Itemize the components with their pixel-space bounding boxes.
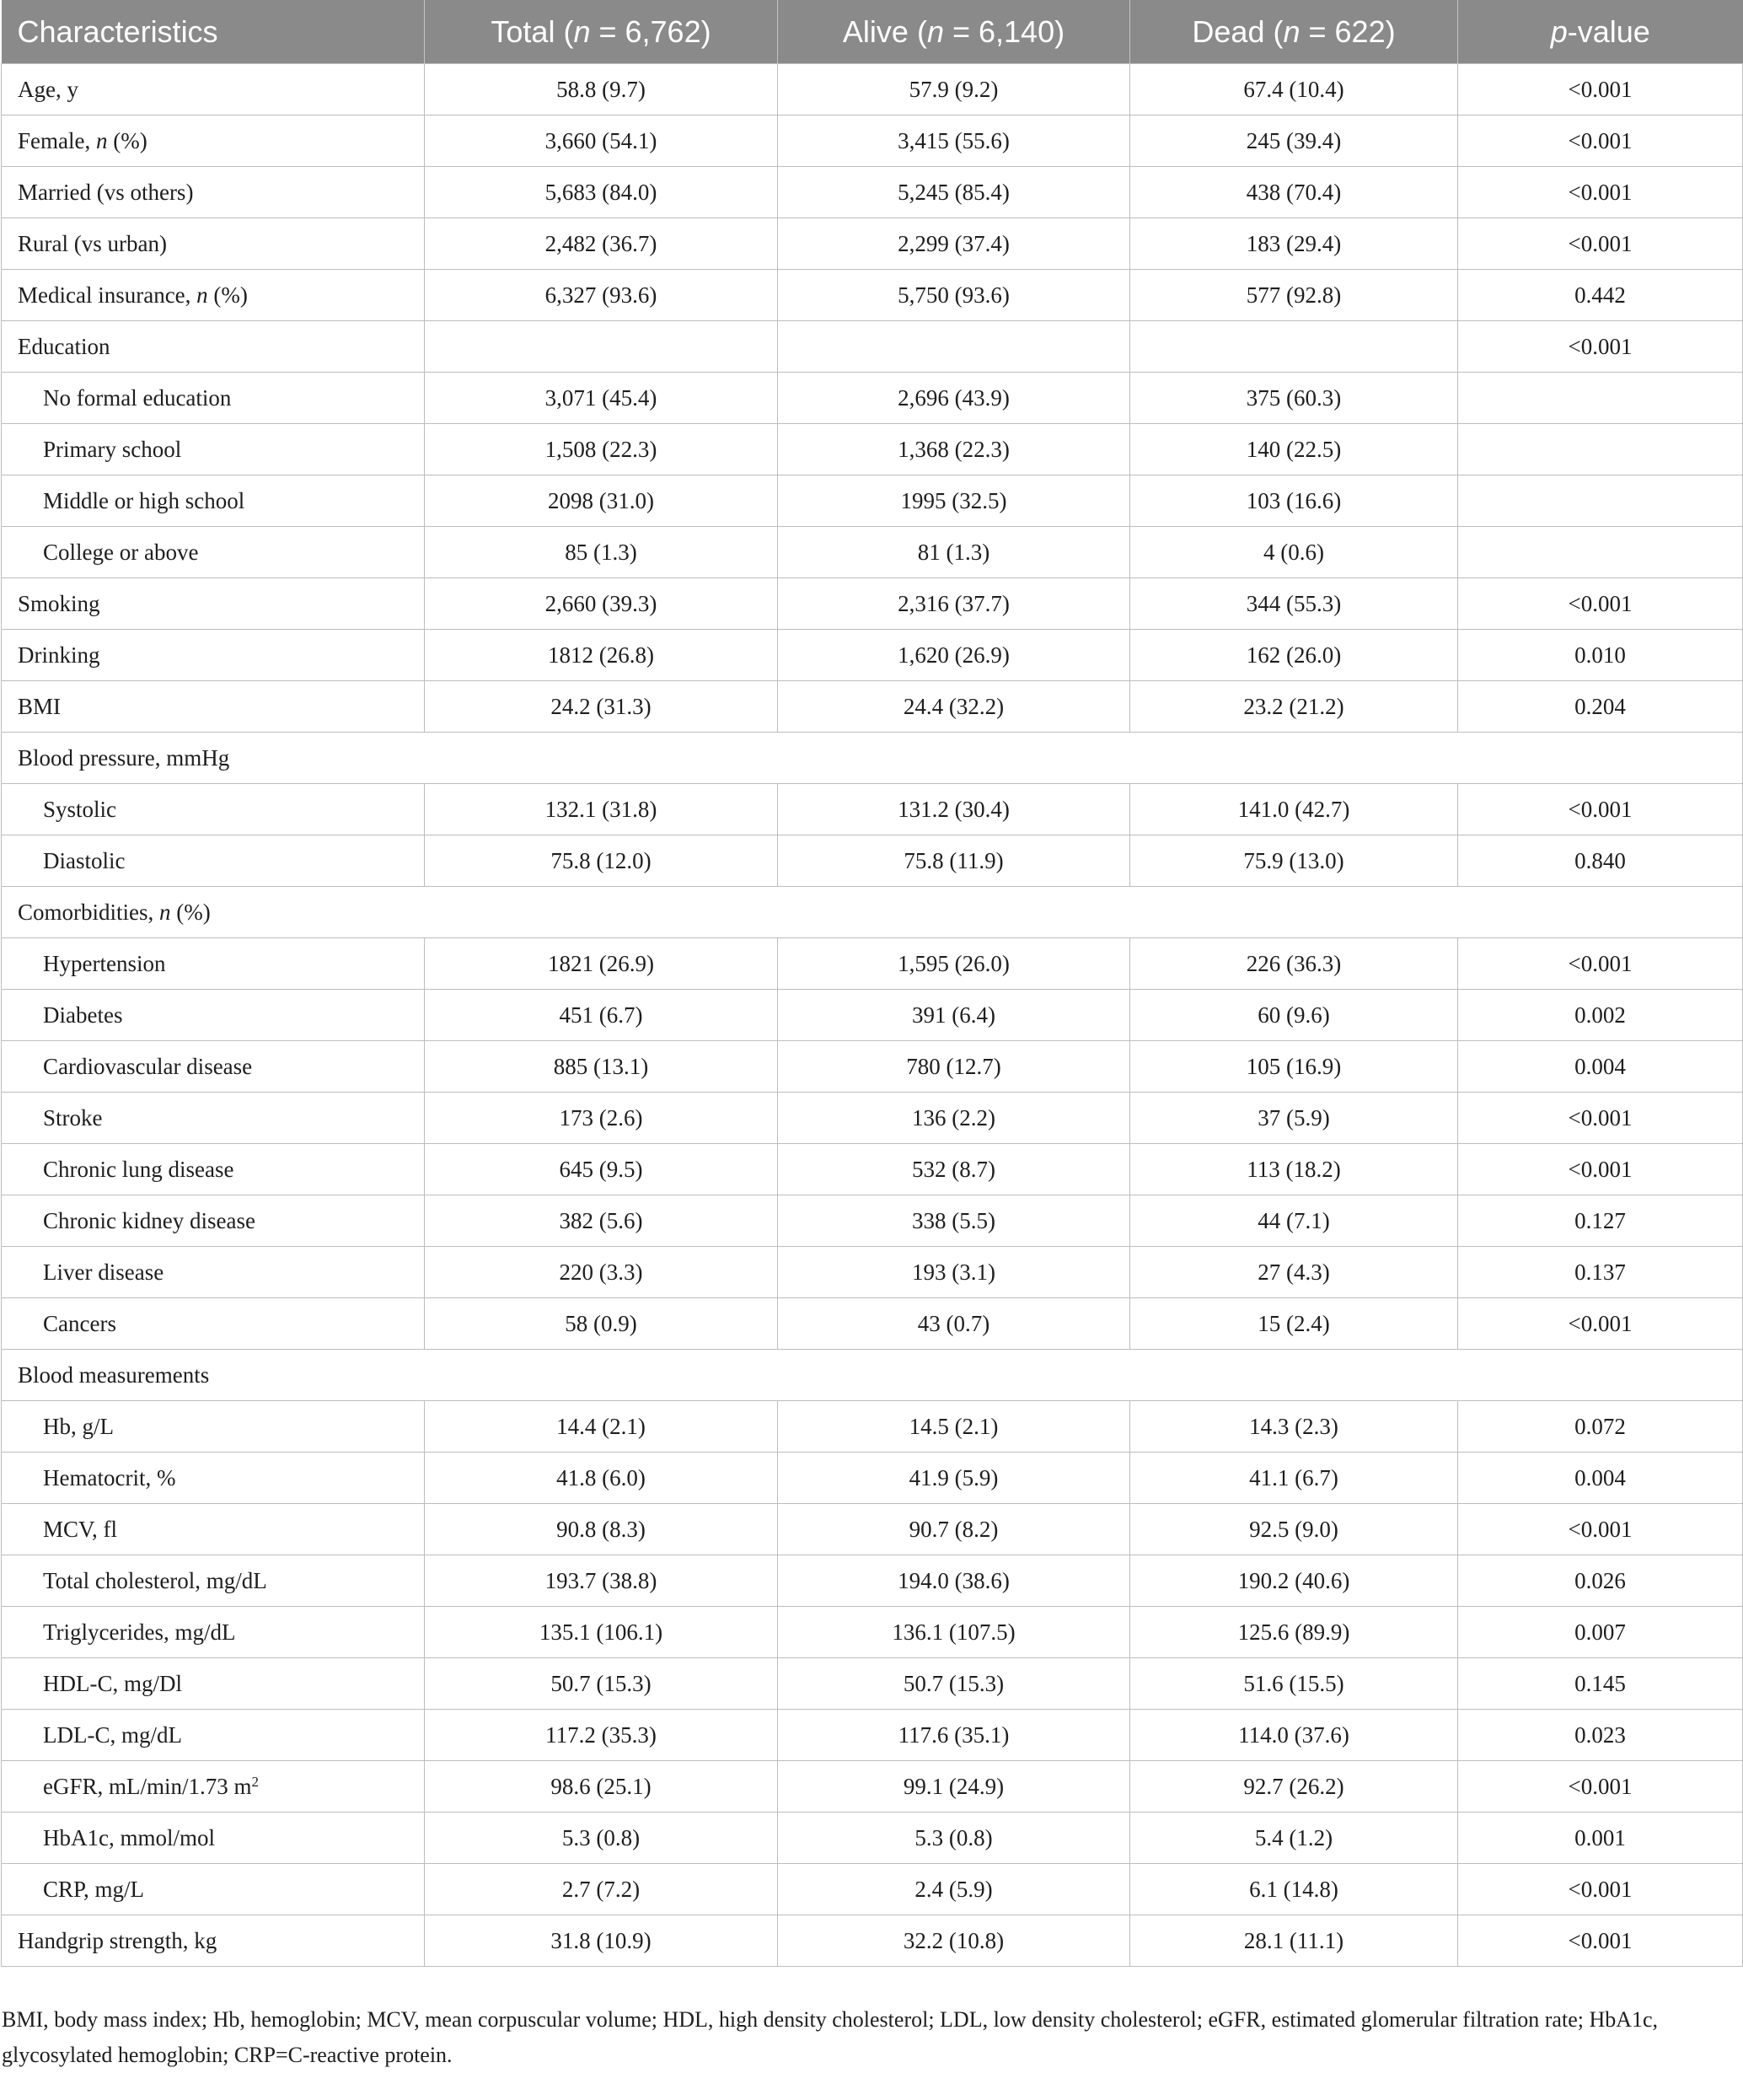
- cell-alive: 5.3 (0.8): [778, 1813, 1130, 1864]
- cell-dead: 23.2 (21.2): [1130, 681, 1458, 733]
- cell-total: 132.1 (31.8): [425, 784, 778, 835]
- row-label: BMI: [2, 681, 425, 733]
- table-row: [2, 321, 1743, 373]
- cell-dead: 190.2 (40.6): [1130, 1555, 1458, 1607]
- row-label: Rural (vs urban): [2, 218, 425, 270]
- cell-alive: 75.8 (11.9): [778, 835, 1130, 887]
- row-label: eGFR, mL/min/1.73 $m^2$: [2, 1761, 425, 1813]
- cell-alive: 1995 (32.5): [778, 475, 1130, 527]
- cell-dead: 60 (9.6): [1130, 990, 1458, 1041]
- row-label: Female, n (%): [2, 115, 425, 167]
- cell-p-value: <0.001: [1458, 1504, 1743, 1555]
- header-total: Total (n = 6,762): [425, 0, 778, 64]
- cell-p-value: 0.204: [1458, 681, 1743, 733]
- cell-dead: 28.1 (11.1): [1130, 1915, 1458, 1967]
- cell-total: 173 (2.6): [425, 1093, 778, 1144]
- cell-dead: 4 (0.6): [1130, 527, 1458, 578]
- cell-alive: 43 (0.7): [778, 1298, 1130, 1350]
- table-header: [2, 0, 1743, 64]
- row-label: LDL-C, mg/dL: [2, 1710, 425, 1761]
- cell-p-value: [1458, 475, 1743, 527]
- header-alive: Alive (n = 6,140): [778, 0, 1130, 64]
- row-label: Cancers: [2, 1298, 425, 1350]
- cell-p-value: 0.145: [1458, 1658, 1743, 1710]
- cell-alive: 24.4 (32.2): [778, 681, 1130, 733]
- cell-p-value: 0.840: [1458, 835, 1743, 887]
- row-label: Systolic: [2, 784, 425, 835]
- cell-p-value: 0.442: [1458, 270, 1743, 321]
- row-label: Blood measurements: [2, 1350, 1743, 1401]
- row-label: Chronic lung disease: [2, 1144, 425, 1195]
- table-row: [2, 1093, 1743, 1144]
- cell-p-value: <0.001: [1458, 1864, 1743, 1915]
- cell-total: 117.2 (35.3): [425, 1710, 778, 1761]
- cell-dead: 577 (92.8): [1130, 270, 1458, 321]
- cell-p-value: <0.001: [1458, 938, 1743, 990]
- cell-alive: 193 (3.1): [778, 1247, 1130, 1298]
- cell-p-value: 0.072: [1458, 1401, 1743, 1453]
- cell-p-value: 0.004: [1458, 1041, 1743, 1093]
- cell-dead: 344 (55.3): [1130, 578, 1458, 630]
- cell-dead: 44 (7.1): [1130, 1195, 1458, 1247]
- cell-p-value: <0.001: [1458, 1093, 1743, 1144]
- cell-p-value: 0.002: [1458, 990, 1743, 1041]
- cell-dead: 14.3 (2.3): [1130, 1401, 1458, 1453]
- cell-alive: 1,620 (26.9): [778, 630, 1130, 681]
- cell-alive: 136.1 (107.5): [778, 1607, 1130, 1658]
- table-row: [2, 1864, 1743, 1915]
- cell-dead: 15 (2.4): [1130, 1298, 1458, 1350]
- table-row: [2, 1813, 1743, 1864]
- row-label: MCV, fl: [2, 1504, 425, 1555]
- table-row: [2, 1915, 1743, 1967]
- cell-total: 1821 (26.9): [425, 938, 778, 990]
- table-row: [2, 1504, 1743, 1555]
- characteristics-table: [1, 0, 1743, 1967]
- cell-dead: 140 (22.5): [1130, 424, 1458, 475]
- cell-dead: 27 (4.3): [1130, 1247, 1458, 1298]
- cell-dead: 162 (26.0): [1130, 630, 1458, 681]
- row-label: Diabetes: [2, 990, 425, 1041]
- cell-total: [425, 321, 778, 373]
- cell-p-value: <0.001: [1458, 578, 1743, 630]
- cell-alive: 2,696 (43.9): [778, 373, 1130, 424]
- cell-total: 885 (13.1): [425, 1041, 778, 1093]
- cell-total: 41.8 (6.0): [425, 1453, 778, 1504]
- table-row: [2, 630, 1743, 681]
- cell-total: 24.2 (31.3): [425, 681, 778, 733]
- cell-total: 3,660 (54.1): [425, 115, 778, 167]
- table-row: [2, 1761, 1743, 1813]
- table-row: [2, 1144, 1743, 1195]
- cell-total: 90.8 (8.3): [425, 1504, 778, 1555]
- row-label: Blood pressure, mmHg: [2, 733, 1743, 784]
- cell-p-value: 0.137: [1458, 1247, 1743, 1298]
- table-row: [2, 733, 1743, 784]
- cell-total: 58.8 (9.7): [425, 64, 778, 115]
- row-label: Stroke: [2, 1093, 425, 1144]
- cell-p-value: [1458, 527, 1743, 578]
- row-label: HDL-C, mg/Dl: [2, 1658, 425, 1710]
- row-label: Diastolic: [2, 835, 425, 887]
- header-dead: Dead (n = 622): [1130, 0, 1458, 64]
- cell-p-value: 0.026: [1458, 1555, 1743, 1607]
- table-row: [2, 887, 1743, 938]
- table-row: [2, 1350, 1743, 1401]
- cell-alive: 780 (12.7): [778, 1041, 1130, 1093]
- table-row: [2, 1247, 1743, 1298]
- table-row: [2, 270, 1743, 321]
- cell-p-value: <0.001: [1458, 167, 1743, 218]
- row-label: Chronic kidney disease: [2, 1195, 425, 1247]
- cell-alive: 2.4 (5.9): [778, 1864, 1130, 1915]
- table-row: [2, 373, 1743, 424]
- cell-total: 5.3 (0.8): [425, 1813, 778, 1864]
- cell-p-value: 0.007: [1458, 1607, 1743, 1658]
- cell-total: 451 (6.7): [425, 990, 778, 1041]
- cell-p-value: <0.001: [1458, 218, 1743, 270]
- table-row: [2, 835, 1743, 887]
- cell-dead: 6.1 (14.8): [1130, 1864, 1458, 1915]
- cell-total: 193.7 (38.8): [425, 1555, 778, 1607]
- cell-p-value: <0.001: [1458, 1915, 1743, 1967]
- table-row: [2, 1555, 1743, 1607]
- cell-total: 382 (5.6): [425, 1195, 778, 1247]
- row-label: Cardiovascular disease: [2, 1041, 425, 1093]
- cell-p-value: [1458, 424, 1743, 475]
- cell-alive: 32.2 (10.8): [778, 1915, 1130, 1967]
- cell-dead: 41.1 (6.7): [1130, 1453, 1458, 1504]
- cell-alive: 90.7 (8.2): [778, 1504, 1130, 1555]
- cell-p-value: <0.001: [1458, 1761, 1743, 1813]
- cell-total: 98.6 (25.1): [425, 1761, 778, 1813]
- cell-alive: 3,415 (55.6): [778, 115, 1130, 167]
- cell-dead: 103 (16.6): [1130, 475, 1458, 527]
- cell-alive: 338 (5.5): [778, 1195, 1130, 1247]
- cell-dead: 125.6 (89.9): [1130, 1607, 1458, 1658]
- table-row: [2, 167, 1743, 218]
- table-row: [2, 115, 1743, 167]
- row-label: Hb, g/L: [2, 1401, 425, 1453]
- row-label: HbA1c, mmol/mol: [2, 1813, 425, 1864]
- table-row: [2, 681, 1743, 733]
- row-label: Middle or high school: [2, 475, 425, 527]
- row-label: Triglycerides, mg/dL: [2, 1607, 425, 1658]
- cell-alive: 391 (6.4): [778, 990, 1130, 1041]
- row-label: Drinking: [2, 630, 425, 681]
- cell-p-value: <0.001: [1458, 784, 1743, 835]
- row-label: Handgrip strength, kg: [2, 1915, 425, 1967]
- row-label: Comorbidities, n (%): [2, 887, 1743, 938]
- cell-total: 85 (1.3): [425, 527, 778, 578]
- cell-dead: 141.0 (42.7): [1130, 784, 1458, 835]
- table-row: [2, 1298, 1743, 1350]
- table-row: [2, 1710, 1743, 1761]
- cell-total: 1,508 (22.3): [425, 424, 778, 475]
- cell-alive: 131.2 (30.4): [778, 784, 1130, 835]
- cell-total: 75.8 (12.0): [425, 835, 778, 887]
- row-label: Married (vs others): [2, 167, 425, 218]
- cell-p-value: <0.001: [1458, 1298, 1743, 1350]
- cell-dead: 5.4 (1.2): [1130, 1813, 1458, 1864]
- header-row: [2, 0, 1743, 64]
- cell-dead: 51.6 (15.5): [1130, 1658, 1458, 1710]
- row-label: Total cholesterol, mg/dL: [2, 1555, 425, 1607]
- cell-total: 135.1 (106.1): [425, 1607, 778, 1658]
- cell-total: 3,071 (45.4): [425, 373, 778, 424]
- row-label: Hematocrit, %: [2, 1453, 425, 1504]
- cell-total: 645 (9.5): [425, 1144, 778, 1195]
- table-row: [2, 64, 1743, 115]
- cell-dead: 114.0 (37.6): [1130, 1710, 1458, 1761]
- row-label: Liver disease: [2, 1247, 425, 1298]
- row-label: CRP, mg/L: [2, 1864, 425, 1915]
- table-row: [2, 527, 1743, 578]
- cell-total: 1812 (26.8): [425, 630, 778, 681]
- cell-alive: 136 (2.2): [778, 1093, 1130, 1144]
- table-row: [2, 1401, 1743, 1453]
- cell-alive: 117.6 (35.1): [778, 1710, 1130, 1761]
- cell-p-value: 0.127: [1458, 1195, 1743, 1247]
- cell-alive: 5,245 (85.4): [778, 167, 1130, 218]
- cell-dead: [1130, 321, 1458, 373]
- cell-p-value: 0.010: [1458, 630, 1743, 681]
- cell-alive: 99.1 (24.9): [778, 1761, 1130, 1813]
- cell-dead: 226 (36.3): [1130, 938, 1458, 990]
- cell-p-value: [1458, 373, 1743, 424]
- cell-total: 5,683 (84.0): [425, 167, 778, 218]
- cell-p-value: 0.001: [1458, 1813, 1743, 1864]
- table-row: [2, 475, 1743, 527]
- cell-p-value: <0.001: [1458, 1144, 1743, 1195]
- table-row: [2, 990, 1743, 1041]
- cell-p-value: 0.023: [1458, 1710, 1743, 1761]
- cell-total: 14.4 (2.1): [425, 1401, 778, 1453]
- cell-p-value: 0.004: [1458, 1453, 1743, 1504]
- row-label: College or above: [2, 527, 425, 578]
- cell-alive: 1,595 (26.0): [778, 938, 1130, 990]
- cell-alive: 2,299 (37.4): [778, 218, 1130, 270]
- cell-total: 2.7 (7.2): [425, 1864, 778, 1915]
- cell-dead: 183 (29.4): [1130, 218, 1458, 270]
- cell-total: 58 (0.9): [425, 1298, 778, 1350]
- row-label: Smoking: [2, 578, 425, 630]
- row-label: Education: [2, 321, 425, 373]
- table-row: [2, 1041, 1743, 1093]
- table-footnote: BMI, body mass index; Hb, hemoglobin; MCV, mean corpuscular volume; HDL, high density cholesterol; LDL, low density cholesterol; eGFR, estimated glomerular filtration rate; HbA1c, glycosylated hemoglobin; CRP=C-reactive protein.: [2, 2007, 1659, 2067]
- table-row: [2, 1607, 1743, 1658]
- cell-total: 220 (3.3): [425, 1247, 778, 1298]
- cell-alive: 41.9 (5.9): [778, 1453, 1130, 1504]
- cell-alive: 81 (1.3): [778, 527, 1130, 578]
- table-row: [2, 784, 1743, 835]
- row-label: Age, y: [2, 64, 425, 115]
- row-label: Primary school: [2, 424, 425, 475]
- cell-alive: 1,368 (22.3): [778, 424, 1130, 475]
- table-row: [2, 938, 1743, 990]
- row-label: No formal education: [2, 373, 425, 424]
- cell-dead: 105 (16.9): [1130, 1041, 1458, 1093]
- cell-alive: 14.5 (2.1): [778, 1401, 1130, 1453]
- cell-dead: 67.4 (10.4): [1130, 64, 1458, 115]
- cell-p-value: <0.001: [1458, 64, 1743, 115]
- cell-dead: 92.7 (26.2): [1130, 1761, 1458, 1813]
- header-p-value: p-value: [1458, 0, 1743, 64]
- cell-alive: 50.7 (15.3): [778, 1658, 1130, 1710]
- cell-total: 2,482 (36.7): [425, 218, 778, 270]
- cell-alive: 532 (8.7): [778, 1144, 1130, 1195]
- cell-dead: 375 (60.3): [1130, 373, 1458, 424]
- cell-alive: 2,316 (37.7): [778, 578, 1130, 630]
- table-row: [2, 578, 1743, 630]
- header-characteristics: Characteristics: [2, 0, 425, 64]
- cell-alive: 57.9 (9.2): [778, 64, 1130, 115]
- cell-total: 50.7 (15.3): [425, 1658, 778, 1710]
- table-row: [2, 1453, 1743, 1504]
- cell-p-value: <0.001: [1458, 115, 1743, 167]
- table-row: [2, 218, 1743, 270]
- cell-p-value: <0.001: [1458, 321, 1743, 373]
- table-row: [2, 1195, 1743, 1247]
- cell-dead: 92.5 (9.0): [1130, 1504, 1458, 1555]
- cell-total: 2098 (31.0): [425, 475, 778, 527]
- cell-dead: 75.9 (13.0): [1130, 835, 1458, 887]
- cell-alive: 194.0 (38.6): [778, 1555, 1130, 1607]
- table-row: [2, 1658, 1743, 1710]
- table-row: [2, 424, 1743, 475]
- cell-alive: 5,750 (93.6): [778, 270, 1130, 321]
- table-body: [2, 64, 1743, 1967]
- cell-dead: 245 (39.4): [1130, 115, 1458, 167]
- cell-total: 31.8 (10.9): [425, 1915, 778, 1967]
- cell-dead: 438 (70.4): [1130, 167, 1458, 218]
- cell-total: 2,660 (39.3): [425, 578, 778, 630]
- row-label: Medical insurance, n (%): [2, 270, 425, 321]
- cell-total: 6,327 (93.6): [425, 270, 778, 321]
- cell-dead: 37 (5.9): [1130, 1093, 1458, 1144]
- cell-alive: [778, 321, 1130, 373]
- cell-dead: 113 (18.2): [1130, 1144, 1458, 1195]
- row-label: Hypertension: [2, 938, 425, 990]
